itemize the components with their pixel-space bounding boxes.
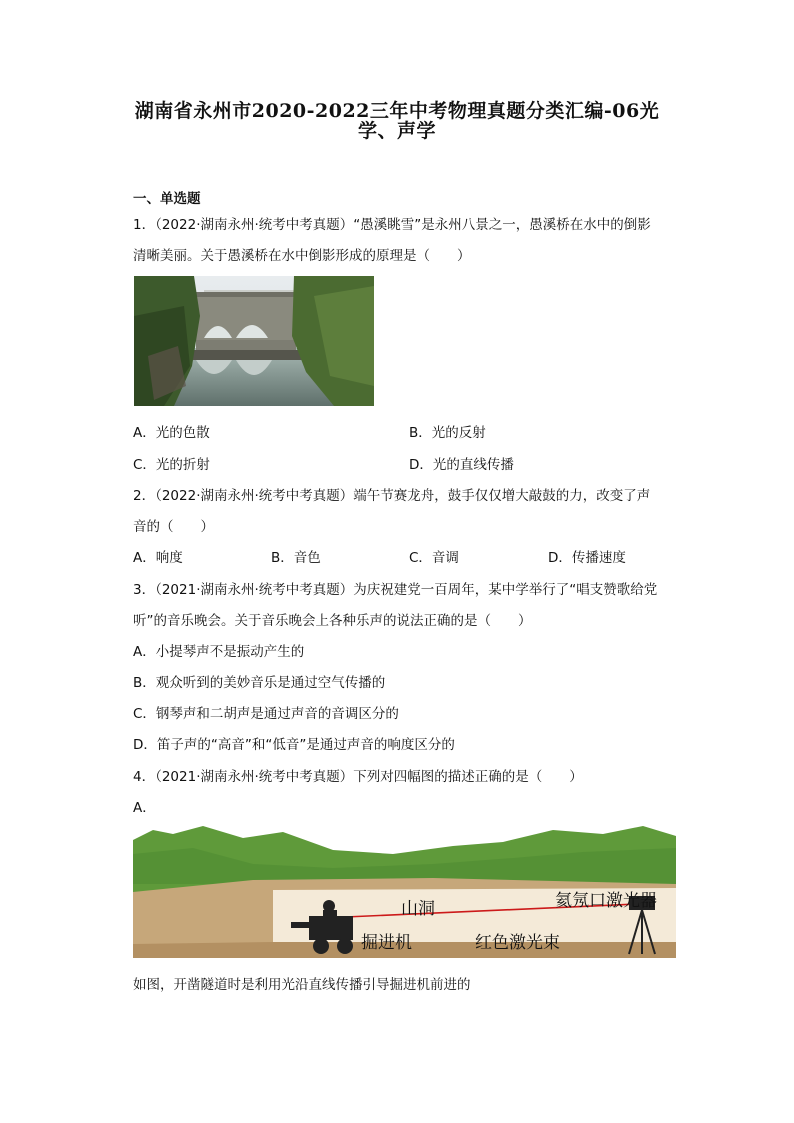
q2-stem-line1: 2．（2022·湖南永州·统考中考真题）端午节赛龙舟，鼓手仅仅增大敲鼓的力，改变了声 [133, 488, 651, 504]
q1-option-c[interactable]: C．光的折射 [133, 457, 210, 473]
q1-stem-line1: 1．（2022·湖南永州·统考中考真题）“愚溪眺雪”是永州八景之一，愚溪桥在水中的倒影 [133, 217, 651, 233]
q3-option-c[interactable]: C．钢琴声和二胡声是通过声音的音调区分的 [133, 706, 399, 722]
document-title-line1: 湖南省永州市2020-2022三年中考物理真题分类汇编-06光 [134, 100, 660, 122]
q2-option-b[interactable]: B．音色 [271, 550, 321, 566]
q1-option-a[interactable]: A．光的色散 [133, 425, 210, 441]
q1-option-d[interactable]: D．光的直线传播 [409, 457, 514, 473]
q4-stem-line1: 4．（2021·湖南永州·统考中考真题）下列对四幅图的描述正确的是（ ） [133, 769, 583, 785]
q2-option-a[interactable]: A．响度 [133, 550, 183, 566]
q3-stem-line1: 3．（2021·湖南永州·统考中考真题）为庆祝建党一百周年，某中学举行了“唱支赞歌给党 [133, 582, 658, 598]
q1-stem-line2: 清晰美丽。关于愚溪桥在水中倒影形成的原理是（ ） [133, 248, 471, 264]
q3-stem-line2: 听”的音乐晚会。关于音乐晚会上各种乐声的说法正确的是（ ） [133, 613, 532, 629]
q4-option-a-text: 如图，开凿隧道时是利用光沿直线传播引导掘进机前进的 [133, 977, 471, 993]
section-heading: 一、单选题 [133, 191, 201, 207]
label-laser: 氦氖口激光器 [555, 891, 657, 911]
bridge-reflection-photo [134, 276, 374, 406]
q2-option-d[interactable]: D．传播速度 [548, 550, 626, 566]
q3-option-a[interactable]: A．小提琴声不是振动产生的 [133, 644, 305, 660]
q3-option-d[interactable]: D．笛子声的“高音”和“低音”是通过声音的响度区分的 [133, 737, 455, 753]
q3-option-b[interactable]: B．观众听到的美妙音乐是通过空气传播的 [133, 675, 386, 691]
q4-option-a-label[interactable]: A． [133, 800, 156, 816]
label-machine: 掘进机 [361, 933, 412, 953]
label-beam: 红色激光束 [475, 933, 560, 953]
document-title-line2: 学、声学 [357, 120, 436, 142]
q2-option-c[interactable]: C．音调 [409, 550, 459, 566]
q1-option-b[interactable]: B．光的反射 [409, 425, 486, 441]
q2-stem-line2: 音的（ ） [133, 519, 214, 535]
tunnel-laser-diagram [133, 824, 676, 958]
label-cave: 山洞 [401, 899, 435, 919]
